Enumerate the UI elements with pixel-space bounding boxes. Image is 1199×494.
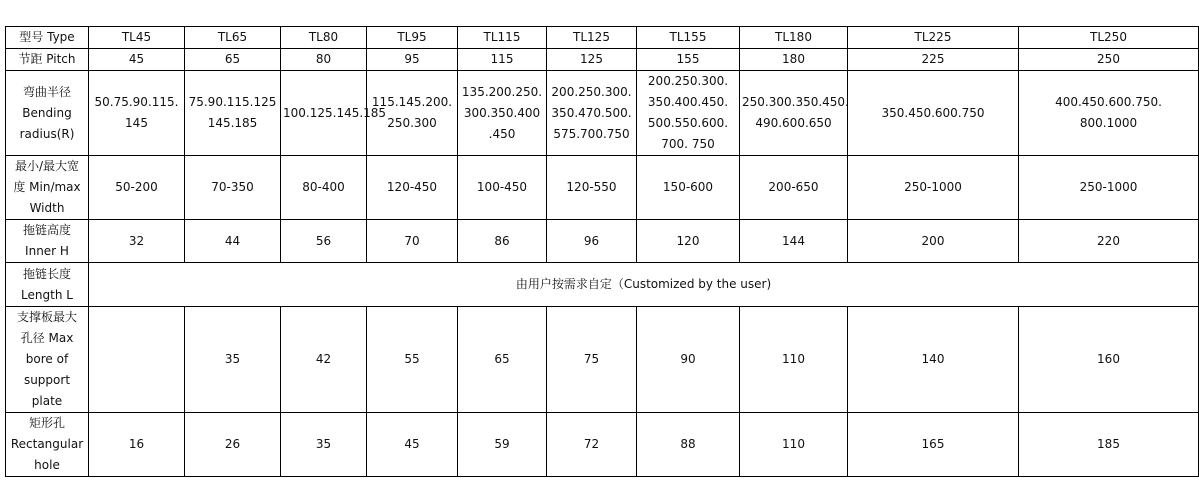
row-label-type: 型号 Type bbox=[6, 27, 89, 49]
table-cell: 225 bbox=[848, 49, 1019, 71]
table-cell: 125 bbox=[547, 49, 637, 71]
table-cell: TL225 bbox=[848, 27, 1019, 49]
table-cell: 115.145.200. 250.300 bbox=[367, 71, 458, 156]
table-cell: 59 bbox=[458, 413, 547, 477]
table-cell: 110 bbox=[740, 413, 848, 477]
table-cell: 42 bbox=[281, 307, 367, 413]
table-cell: 32 bbox=[89, 220, 185, 263]
table-cell: TL80 bbox=[281, 27, 367, 49]
table-cell: 250 bbox=[1019, 49, 1199, 71]
table-cell: 90 bbox=[637, 307, 740, 413]
table-cell: 35 bbox=[281, 413, 367, 477]
table-cell: TL180 bbox=[740, 27, 848, 49]
table-cell: 250-1000 bbox=[848, 156, 1019, 220]
table-cell: 45 bbox=[89, 49, 185, 71]
table-cell: 150-600 bbox=[637, 156, 740, 220]
row-pitch bbox=[6, 49, 1199, 71]
row-label-pitch: 节距 Pitch bbox=[6, 49, 89, 71]
table-cell: TL250 bbox=[1019, 27, 1199, 49]
table-cell: 35 bbox=[185, 307, 281, 413]
row-label-rectangular-hole: 矩形孔 Rectangular hole bbox=[6, 413, 89, 477]
table-cell: 350.450.600.750 bbox=[848, 71, 1019, 156]
table-cell: TL125 bbox=[547, 27, 637, 49]
table-cell: 75.90.115.125 145.185 bbox=[185, 71, 281, 156]
table-cell: 400.450.600.750. 800.1000 bbox=[1019, 71, 1199, 156]
table-cell: 100.125.145.185 bbox=[281, 71, 367, 156]
table-cell: 160 bbox=[1019, 307, 1199, 413]
table-cell: 250-1000 bbox=[1019, 156, 1199, 220]
table-cell: 72 bbox=[547, 413, 637, 477]
table-cell: TL65 bbox=[185, 27, 281, 49]
table-cell: 26 bbox=[185, 413, 281, 477]
row-length bbox=[6, 263, 1199, 307]
row-width bbox=[6, 156, 1199, 220]
table-cell: 155 bbox=[637, 49, 740, 71]
row-label-max-bore: 支撑板最大 孔径 Max bore of support plate bbox=[6, 307, 89, 413]
row-label-length: 拖链长度 Length L bbox=[6, 263, 89, 307]
table-cell: 200.250.300. 350.470.500. 575.700.750 bbox=[547, 71, 637, 156]
table-cell: 50-200 bbox=[89, 156, 185, 220]
row-label-bending-radius: 弯曲半径 Bending radius(R) bbox=[6, 71, 89, 156]
table-cell: 120-550 bbox=[547, 156, 637, 220]
table-cell: TL95 bbox=[367, 27, 458, 49]
table-cell: 75 bbox=[547, 307, 637, 413]
row-label-inner-h: 拖链高度 Inner H bbox=[6, 220, 89, 263]
table-cell: 55 bbox=[367, 307, 458, 413]
table-cell: 80 bbox=[281, 49, 367, 71]
table-cell: 180 bbox=[740, 49, 848, 71]
row-type bbox=[6, 27, 1199, 49]
table-cell: 185 bbox=[1019, 413, 1199, 477]
row-inner-h bbox=[6, 220, 1199, 263]
table-cell: TL155 bbox=[637, 27, 740, 49]
table-cell: 100-450 bbox=[458, 156, 547, 220]
table-cell: TL115 bbox=[458, 27, 547, 49]
table-cell: 144 bbox=[740, 220, 848, 263]
table-cell: 220 bbox=[1019, 220, 1199, 263]
table-cell: 135.200.250. 300.350.400 .450 bbox=[458, 71, 547, 156]
table-cell bbox=[89, 307, 185, 413]
table-cell: 250.300.350.450. 490.600.650 bbox=[740, 71, 848, 156]
table-cell: 200-650 bbox=[740, 156, 848, 220]
length-merged-cell: 由用户按需求自定（Customized by the user) bbox=[89, 263, 1199, 307]
table-cell: 70-350 bbox=[185, 156, 281, 220]
table-cell: 140 bbox=[848, 307, 1019, 413]
row-label-width: 最小/最大宽 度 Min/max Width bbox=[6, 156, 89, 220]
table-cell: 96 bbox=[547, 220, 637, 263]
row-bending-radius bbox=[6, 71, 1199, 156]
table-cell: 86 bbox=[458, 220, 547, 263]
table-cell: 110 bbox=[740, 307, 848, 413]
table-cell: 44 bbox=[185, 220, 281, 263]
table-cell: 65 bbox=[185, 49, 281, 71]
row-max-bore bbox=[6, 307, 1199, 413]
table-cell: 120-450 bbox=[367, 156, 458, 220]
row-rectangular-hole bbox=[6, 413, 1199, 477]
table-cell: 70 bbox=[367, 220, 458, 263]
table-cell: 165 bbox=[848, 413, 1019, 477]
table-cell: 95 bbox=[367, 49, 458, 71]
table-cell: 120 bbox=[637, 220, 740, 263]
table-cell: 80-400 bbox=[281, 156, 367, 220]
table-cell: 88 bbox=[637, 413, 740, 477]
table-cell: 200 bbox=[848, 220, 1019, 263]
table-cell: 45 bbox=[367, 413, 458, 477]
spec-table bbox=[5, 26, 1199, 477]
table-cell: 200.250.300. 350.400.450. 500.550.600. 700. 750 bbox=[637, 71, 740, 156]
table-cell: 50.75.90.115. 145 bbox=[89, 71, 185, 156]
table-cell: 65 bbox=[458, 307, 547, 413]
table-cell: TL45 bbox=[89, 27, 185, 49]
table-cell: 56 bbox=[281, 220, 367, 263]
table-cell: 115 bbox=[458, 49, 547, 71]
table-cell: 16 bbox=[89, 413, 185, 477]
